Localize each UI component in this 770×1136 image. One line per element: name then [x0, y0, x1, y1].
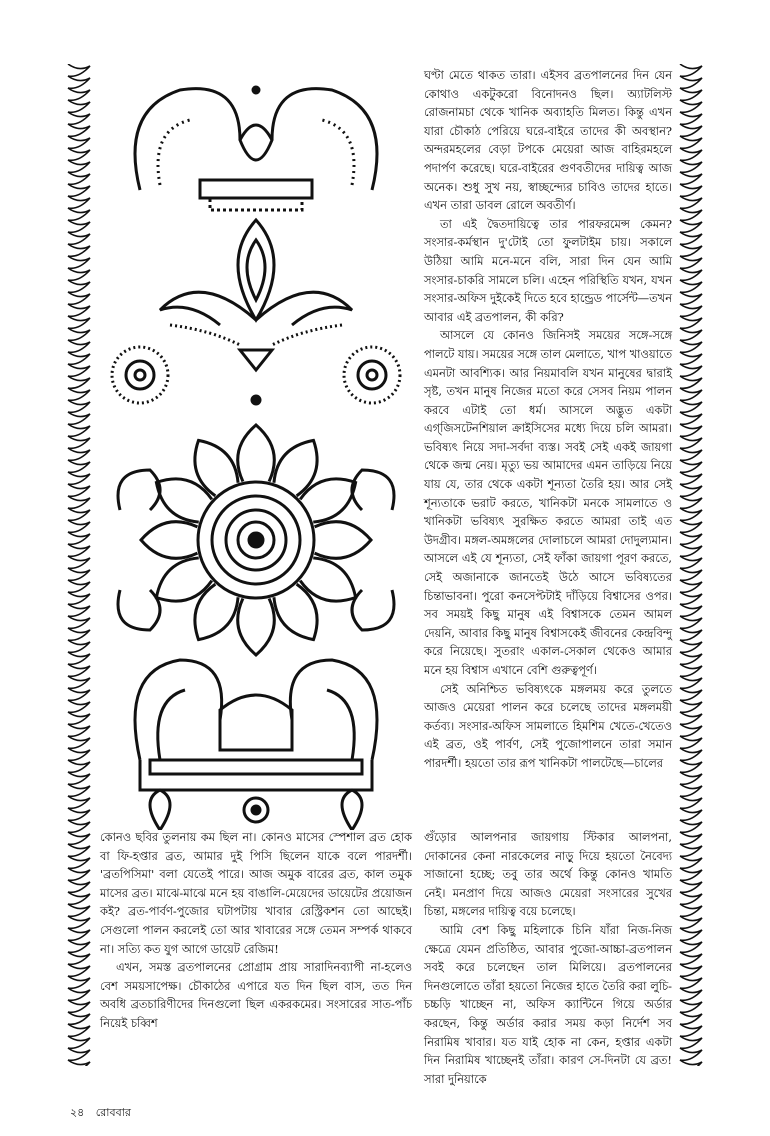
article-paragraph: আমি বেশ কিছু মহিলাকে চিনি যাঁরা নিজ-নিজ ক্ষেত্রে যেমন প্রতিষ্ঠিত, আবার পুজো-আচ্চা-ব্রতপালন সবই করে চলেছেন তাল মিলিয়ে। ব্রতপালনের দিনগুলোতে তাঁরা হয়তো নিজের হাতে তৈরি করা লুচি-চচ্চড়ি খাচ্ছেন না, অফিস ক্যান্টিনে গিয়ে অর্ডার করছেন, কিন্তু অর্ডার করার সময় কড়া নির্দেশ সব নিরামিষ খাবার। যত যাই হোক না কেন, হপ্তার একটা দিন নিরামিষ খাচ্ছেনই তাঁরা। কারণ সে-দিনটা যে ব্রত! সারা দুনিয়াকে	[424, 922, 672, 1086]
article-paragraph: গুঁড়োর আলপনার জায়গায় স্টিকার আলপনা, দোকানের কেনা নারকেলের নাড়ু দিয়ে হয়তো নৈবেদ্য সাজানো হচ্ছে; তবু তার অর্থে কিন্তু কোনও খামতি নেই। মনপ্রাণ দিয়ে আজও মেয়েরা সংসারের সুখের চিন্তা, মঙ্গলের দায়িত্ব বয়ে চলেছে।	[424, 830, 672, 919]
article-paragraph: সেই অনিশ্চিত ভবিষ্যৎকে মঙ্গলময় করে তুলতে আজও মেয়েরা পালন করে চলেছে তাদের মঙ্গলময়ী কর্তব্য। সংসার-অফিস সামলাতে হিমশিম খেতে-খেতেও এই ব্রত, ওই পার্বণ, সেই পুজোপালনে তারা সমান পারদর্শী। হয়তো তার রূপ খানিকটা পালটেছে—চালের	[424, 681, 672, 770]
article-paragraph: ঘণ্টা মেতে থাকত তারা। এইসব ব্রতপালনের দিন যেন কোথাও একটুকরো বিনোদনও ছিল। অ্যাটলিস্ট রোজনামচা থেকে খানিক অব্যাহতি মিলত। কিন্তু এখন যারা চৌকাঠ পেরিয়ে ঘরে-বাইরে তাদের কী অবস্থান? অন্দরমহলের বেড়া টপকে মেয়েরা আজ বাহিরমহলে পদার্পণ করেছে। ঘরে-বাইরের গুণবতীদের দায়িত্ব আজ অনেক। শুধু সুখ নয়, স্বাচ্ছন্দ্যের চাবিও তাদের হাতে। এখন তারা ডাবল রোলে অবতীর্ণ।	[424, 68, 672, 213]
article-paragraph: আসলে যে কোনও জিনিসই সময়ের সঙ্গে-সঙ্গে পালটে যায়। সময়ের সঙ্গে তাল মেলাতে, খাপ খাওয়াতে এমনটা আবশ্যিক। আর নিয়মাবলি যখন মানুষের দ্বারাই সৃষ্ট, তখন মানুষ নিজের মতো করে সেসব নিয়ম পালন করবে এটাই তো ধর্ম। আসলে অদ্ভুত একটা এগ্‌জিসটেনশিয়াল ক্রাইসিসের মধ্যে দিয়ে চলি আমরা। ভবিষ্যৎ নিয়ে সদা-সর্বদা ব্যস্ত। সবই সেই একই জায়গা থেকে জন্ম নেয়। মৃত্যু ভয় আমাদের এমন তাড়িয়ে নিয়ে যায় যে, তার থেকে একটা শূন্যতা তৈরি হয়। আর সেই শূন্যতাকে ভরাট করতে, খানিকটা মনকে সামলাতে ও খানিকটা ভবিষ্যৎ সুরক্ষিত করতে আমরা তাই এত উদগ্রীব। মঙ্গল-অমঙ্গলের দোলাচলে আমরা দোদুল্যমান। আসলে এই যে শূন্যতা, সেই ফাঁকা জায়গা পূরণ করতে, সেই অজানাকে জানতেই উঠে আসে ভবিষ্যতের চিন্তাভাবনা। পুরো কনসেপ্টটাই দাঁড়িয়ে বিশ্বাসের ওপর। সব সময়ই কিছু মানুষ এই বিশ্বাসকে তেমন আমল দেয়নি, আবার কিছু মানুষ বিশ্বাসকেই জীবনের কেন্দ্রবিন্দু করে নিয়েছে। সুতরাং একাল-সেকাল থেকেও আমার মনে হয় বিশ্বাস এখানে বেশি গুরুত্বপূর্ণ।	[424, 328, 672, 677]
alpana-folk-art-icon	[100, 70, 412, 830]
article-paragraph: তা এই দ্বৈতদায়িত্বে তার পারফরমেন্স কেমন? সংসার-কর্মস্থান দু'টোই তো ফুলটাইম চায়। সকালে উঠিয়া আমি মনে-মনে বলি, সারা দিন যেন আমি সংসার-চাকরি সামলে চলি। এহেন পরিস্থিতি যখন, যখন সংসার-অফিস দুইকেই দিতে হবে হান্ড্রেড পার্সেন্ট—তখন আবার এই ব্রতপালন, কী করি?	[424, 216, 672, 324]
left-rope-border-icon	[64, 64, 94, 1066]
page-footer	[70, 1104, 131, 1123]
article-bottom-right-column	[424, 828, 672, 1088]
article-bottom-left-column	[100, 828, 412, 1033]
page-number: ২৪	[70, 1106, 85, 1119]
article-paragraph: এখন, সমস্ত ব্রতপালনের প্রোগ্রাম প্রায় সারাদিনব্যাপী না-হলেও বেশ সময়সাপেক্ষ। চৌকাঠের এপারে যত দিন ছিল বাস, তত দিন অবধি ব্রতচারিণীদের দিনগুলো ছিল একরকমের। সংসারের সাত-পাঁচ নিয়েই চব্বিশ	[100, 960, 412, 1030]
article-right-column	[424, 66, 672, 773]
alpana-illustration	[100, 70, 412, 830]
article-paragraph: কোনও ছবির তুলনায় কম ছিল না। কোনও মাসের স্পেশাল ব্রত হোক বা ফি-হপ্তার ব্রত, আমার দুই পিসি ছিলেন যাকে বলে পারদর্শী। 'ব্রতপিসিমা' বলা যেতেই পারে। আজ অমুক বারের ব্রত, কাল তমুক মাসের ব্রত। মাঝে-মাঝে মনে হয় বাঙালি-মেয়েদের ডায়েটের প্রয়োজন কই? ব্রত-পার্বণ-পুজোর ঘটাপটায় খাবার রেস্ট্রিকশন তো আছেই। সেগুলো পালন করলেই তো আর খাবারের সঙ্গে তেমন সম্পর্ক থাকবে না। সত্যি কত যুগ আগে ডায়েট রেজিম!	[100, 830, 412, 956]
magazine-name: রোববার	[95, 1106, 131, 1119]
right-rope-border-icon	[676, 64, 706, 1066]
